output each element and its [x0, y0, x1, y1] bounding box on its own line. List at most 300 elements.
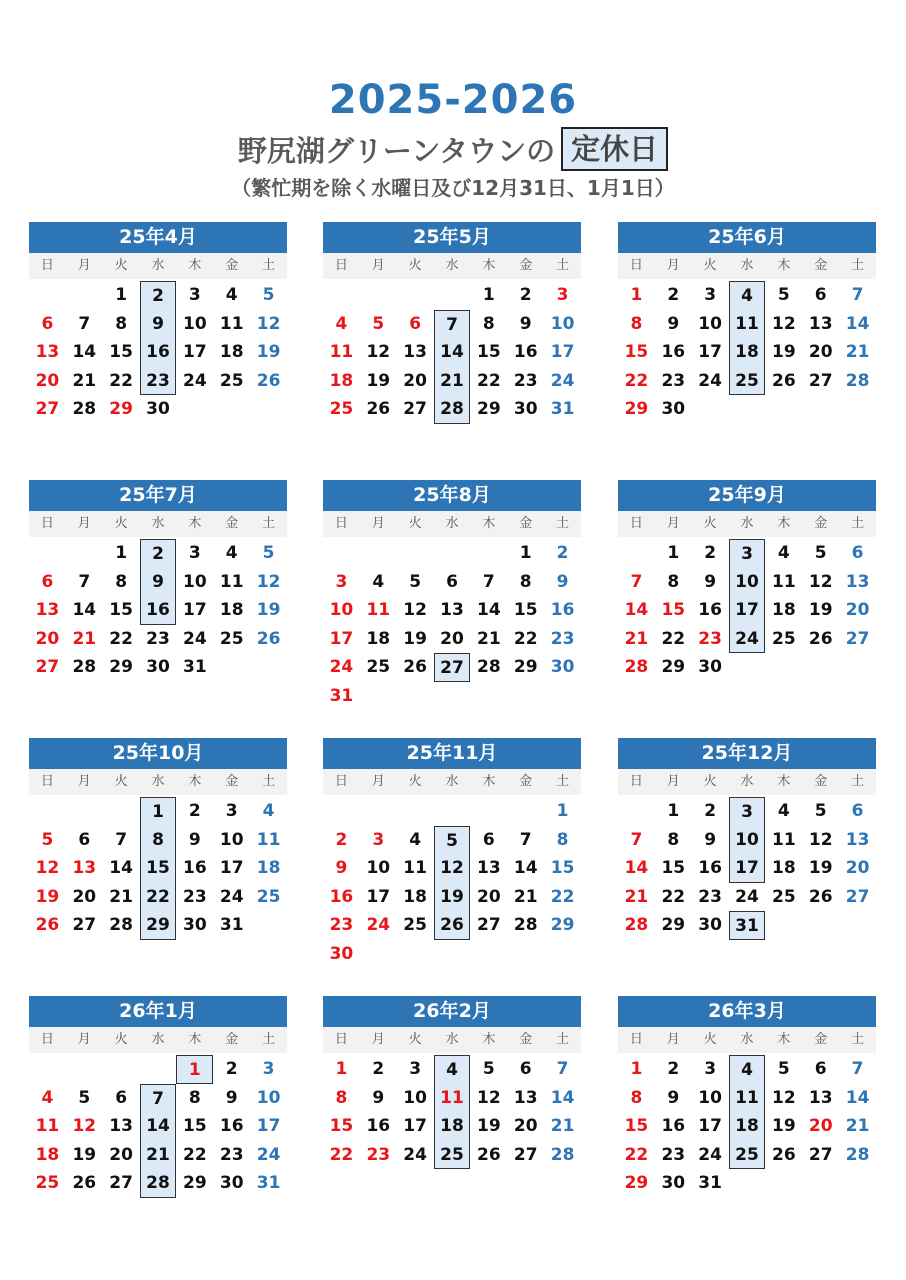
day-cell: 20	[72, 886, 97, 907]
day-cell: 1	[115, 285, 128, 305]
month-calendar	[29, 738, 287, 940]
day-cell: 30	[698, 915, 722, 936]
day-cell: 27	[808, 370, 833, 391]
day-cell: 9	[188, 829, 201, 850]
day-cell: 10	[219, 829, 244, 850]
weekday-label: 土	[262, 1032, 276, 1047]
empty-cell	[29, 281, 66, 310]
day-cell: 6	[851, 801, 864, 821]
empty-cell	[507, 797, 544, 826]
day-cell: 5	[262, 543, 275, 563]
day-cell: 1	[667, 543, 680, 563]
day-cell: 26	[403, 657, 427, 678]
day-cell: 26	[772, 1144, 796, 1165]
year-range-title: 2025-2026	[328, 77, 578, 123]
day-cell: 3	[188, 543, 201, 563]
day-cell: 5	[262, 285, 275, 305]
day-cell: 10	[183, 571, 207, 592]
empty-cell	[323, 797, 360, 826]
weekday-header-row	[618, 1027, 876, 1053]
day-cell: 4	[225, 543, 238, 563]
day-cell: 6	[814, 285, 827, 305]
day-cell: 24	[256, 1144, 281, 1165]
weekday-label: 水	[445, 1032, 459, 1047]
day-cell: 19	[72, 1144, 97, 1165]
day-cell: 20	[845, 858, 870, 879]
weekday-header-row	[618, 253, 876, 279]
closed-day-cell: 3	[729, 797, 766, 826]
weekday-label: 土	[851, 1032, 865, 1047]
day-cell: 8	[519, 571, 532, 592]
day-cell: 10	[403, 1087, 427, 1108]
weekday-label: 日	[40, 258, 54, 273]
day-cell: 21	[72, 370, 97, 391]
day-cell: 18	[219, 342, 244, 363]
day-cell: 30	[183, 915, 207, 936]
day-cell: 29	[183, 1173, 207, 1194]
weekday-label: 水	[445, 516, 459, 531]
weekday-label: 土	[851, 774, 865, 789]
day-cell: 26	[256, 628, 281, 649]
day-cell: 16	[698, 600, 722, 621]
day-cell: 9	[519, 313, 532, 334]
month-calendar	[618, 222, 876, 424]
month-header: 26年3月	[618, 996, 876, 1027]
day-cell: 8	[630, 313, 643, 334]
month-calendar	[618, 738, 876, 940]
weekday-label: 金	[519, 258, 533, 273]
closed-day-cell: 24	[729, 625, 766, 654]
day-cell: 2	[225, 1059, 238, 1079]
empty-cell	[618, 797, 655, 826]
day-cell: 29	[513, 657, 538, 678]
empty-cell	[140, 1055, 177, 1084]
weekday-header-row	[323, 511, 581, 537]
day-cell: 7	[482, 571, 495, 592]
day-cell: 15	[624, 342, 649, 363]
closed-day-cell: 17	[729, 854, 766, 883]
day-cell: 6	[446, 571, 458, 592]
day-cell: 6	[814, 1059, 827, 1079]
day-cell: 3	[188, 285, 201, 305]
day-cell: 15	[513, 600, 538, 621]
weekday-label: 木	[482, 258, 496, 273]
day-cell: 13	[845, 571, 870, 592]
month-header: 26年2月	[323, 996, 581, 1027]
weekday-label: 月	[77, 1032, 91, 1047]
day-cell: 18	[366, 628, 391, 649]
weekday-label: 月	[371, 516, 385, 531]
day-cell: 27	[845, 886, 870, 907]
day-cell: 28	[624, 657, 649, 678]
day-cell: 31	[183, 657, 207, 678]
day-cell: 24	[219, 886, 244, 907]
day-cell: 17	[256, 1116, 281, 1137]
day-cell: 8	[335, 1087, 348, 1108]
day-cell: 3	[225, 801, 238, 821]
day-cell: 13	[513, 1087, 538, 1108]
closed-day-cell: 12	[434, 854, 471, 883]
empty-cell	[323, 539, 360, 568]
day-cell: 2	[335, 829, 348, 850]
day-cell: 14	[477, 600, 501, 621]
closed-day-cell: 9	[140, 310, 177, 339]
day-cell: 14	[624, 600, 649, 621]
weekday-label: 土	[262, 516, 276, 531]
closed-day-cell: 17	[729, 596, 766, 625]
day-cell: 9	[667, 1087, 680, 1108]
day-grid	[618, 797, 876, 940]
day-cell: 26	[772, 370, 796, 391]
day-cell: 24	[403, 1144, 427, 1165]
weekday-label: 金	[814, 258, 828, 273]
empty-cell	[360, 281, 397, 310]
weekday-label: 金	[814, 516, 828, 531]
day-cell: 16	[329, 886, 354, 907]
empty-cell	[470, 539, 507, 568]
day-cell: 15	[624, 1116, 649, 1137]
day-cell: 29	[109, 657, 133, 678]
day-cell: 1	[482, 285, 495, 305]
weekday-label: 金	[225, 774, 239, 789]
day-cell: 1	[630, 285, 643, 305]
day-cell: 19	[403, 628, 427, 649]
weekday-label: 土	[556, 258, 570, 273]
weekday-label: 金	[519, 1032, 533, 1047]
day-cell: 16	[661, 342, 686, 363]
day-cell: 2	[704, 801, 717, 821]
day-cell: 26	[477, 1144, 501, 1165]
weekday-label: 月	[371, 1032, 385, 1047]
weekday-label: 月	[77, 258, 91, 273]
day-cell: 1	[115, 543, 128, 563]
day-cell: 23	[219, 1144, 244, 1165]
day-cell: 9	[335, 858, 348, 879]
day-cell: 8	[115, 571, 128, 592]
empty-cell	[470, 797, 507, 826]
day-cell: 14	[72, 600, 97, 621]
day-cell: 30	[698, 657, 722, 678]
weekday-label: 土	[556, 1032, 570, 1047]
day-cell: 8	[482, 313, 495, 334]
day-cell: 22	[661, 628, 686, 649]
month-header: 26年1月	[29, 996, 287, 1027]
day-cell: 2	[667, 1059, 680, 1079]
closed-day-cell: 9	[140, 568, 177, 597]
day-cell: 1	[630, 1059, 643, 1079]
day-cell: 14	[109, 858, 133, 879]
empty-cell	[103, 1055, 140, 1084]
day-cell: 2	[188, 801, 201, 821]
weekday-label: 金	[519, 516, 533, 531]
empty-cell	[66, 539, 103, 568]
day-cell: 14	[513, 858, 538, 879]
day-cell: 24	[735, 886, 759, 907]
day-cell: 5	[372, 313, 385, 334]
day-cell: 22	[624, 1144, 649, 1165]
weekday-label: 月	[77, 516, 91, 531]
day-cell: 24	[550, 370, 575, 391]
day-cell: 10	[366, 858, 391, 879]
weekday-label: 木	[777, 1032, 791, 1047]
month-calendar	[618, 480, 876, 682]
day-cell: 20	[403, 370, 427, 391]
day-cell: 13	[35, 342, 60, 363]
day-cell: 11	[366, 600, 391, 621]
day-cell: 20	[845, 600, 870, 621]
weekday-label: 木	[482, 516, 496, 531]
day-cell: 30	[219, 1173, 244, 1194]
day-cell: 2	[667, 285, 680, 305]
day-cell: 9	[667, 313, 680, 334]
day-cell: 8	[667, 829, 680, 850]
day-cell: 31	[698, 1173, 722, 1194]
day-cell: 12	[72, 1116, 97, 1137]
day-cell: 3	[704, 285, 717, 305]
closed-day-cell: 14	[434, 338, 471, 367]
empty-cell	[397, 281, 434, 310]
month-calendar	[323, 738, 581, 969]
closed-day-cell: 26	[434, 911, 471, 940]
day-grid	[29, 539, 287, 682]
day-cell: 26	[366, 399, 391, 420]
month-header: 25年11月	[323, 738, 581, 769]
weekday-label: 金	[225, 516, 239, 531]
day-cell: 21	[624, 886, 649, 907]
day-cell: 6	[851, 543, 864, 563]
month-header: 25年10月	[29, 738, 287, 769]
day-cell: 4	[409, 829, 422, 850]
day-cell: 22	[329, 1144, 354, 1165]
day-cell: 30	[661, 1173, 686, 1194]
closed-day-cell: 21	[140, 1141, 177, 1170]
day-cell: 22	[477, 370, 501, 391]
weekday-label: 水	[151, 516, 165, 531]
day-cell: 2	[519, 285, 532, 305]
day-cell: 24	[698, 1144, 722, 1165]
day-cell: 4	[777, 543, 790, 563]
month-calendar	[618, 996, 876, 1198]
day-cell: 22	[624, 370, 649, 391]
weekday-label: 日	[40, 1032, 54, 1047]
weekday-header-row	[323, 1027, 581, 1053]
day-cell: 22	[513, 628, 538, 649]
month-header: 25年5月	[323, 222, 581, 253]
day-cell: 1	[556, 801, 569, 821]
closed-day-cell: 10	[729, 568, 766, 597]
weekday-header-row	[323, 253, 581, 279]
weekday-label: 火	[703, 258, 717, 273]
day-cell: 1	[519, 543, 532, 563]
empty-cell	[29, 539, 66, 568]
day-cell: 6	[519, 1059, 532, 1079]
day-cell: 28	[72, 399, 97, 420]
day-cell: 27	[403, 399, 427, 420]
day-cell: 12	[366, 342, 391, 363]
day-cell: 5	[41, 829, 54, 850]
day-cell: 19	[477, 1116, 501, 1137]
weekday-label: 火	[703, 774, 717, 789]
closed-day-cell: 11	[434, 1084, 471, 1113]
day-cell: 8	[115, 313, 128, 334]
day-cell: 20	[477, 886, 501, 907]
day-cell: 20	[109, 1144, 133, 1165]
closed-day-cell: 28	[434, 395, 471, 424]
weekday-label: 日	[629, 774, 643, 789]
closed-day-cell: 22	[140, 883, 177, 912]
day-cell: 18	[772, 858, 796, 879]
empty-cell	[360, 797, 397, 826]
day-cell: 7	[630, 571, 643, 592]
closed-day-cell: 11	[729, 310, 766, 339]
closed-day-cell: 10	[729, 826, 766, 855]
day-cell: 30	[146, 399, 170, 420]
empty-cell	[618, 539, 655, 568]
weekday-label: 火	[703, 516, 717, 531]
day-cell: 5	[814, 543, 827, 563]
weekday-label: 火	[114, 1032, 128, 1047]
empty-cell	[397, 797, 434, 826]
day-cell: 7	[630, 829, 643, 850]
weekday-label: 水	[740, 774, 754, 789]
day-cell: 5	[777, 1059, 790, 1079]
day-cell: 20	[35, 370, 60, 391]
month-calendar	[323, 222, 581, 424]
day-cell: 11	[219, 313, 244, 334]
day-cell: 12	[256, 571, 281, 592]
day-cell: 5	[78, 1087, 91, 1108]
day-cell: 19	[256, 342, 281, 363]
day-cell: 31	[329, 685, 354, 706]
day-cell: 17	[329, 628, 354, 649]
day-cell: 28	[845, 370, 870, 391]
day-cell: 13	[440, 600, 464, 621]
day-cell: 15	[329, 1116, 354, 1137]
day-cell: 12	[35, 858, 60, 879]
day-cell: 7	[851, 1059, 864, 1079]
day-cell: 7	[519, 829, 532, 850]
weekday-label: 金	[519, 774, 533, 789]
closed-day-cell: 4	[434, 1055, 471, 1084]
empty-cell	[29, 1055, 66, 1084]
day-cell: 1	[667, 801, 680, 821]
day-cell: 21	[513, 886, 538, 907]
page-header	[0, 76, 906, 202]
weekday-label: 日	[629, 258, 643, 273]
day-cell: 13	[477, 858, 501, 879]
day-cell: 18	[772, 600, 796, 621]
day-cell: 21	[109, 886, 133, 907]
weekday-label: 月	[666, 1032, 680, 1047]
day-cell: 9	[704, 829, 717, 850]
day-cell: 26	[72, 1173, 97, 1194]
weekday-label: 月	[371, 774, 385, 789]
day-cell: 11	[35, 1116, 60, 1137]
day-cell: 6	[41, 571, 54, 592]
day-cell: 11	[256, 829, 281, 850]
day-cell: 12	[808, 829, 833, 850]
day-cell: 30	[550, 657, 575, 678]
day-cell: 19	[256, 600, 281, 621]
weekday-label: 日	[629, 1032, 643, 1047]
day-cell: 21	[477, 628, 501, 649]
day-cell: 19	[35, 886, 60, 907]
weekday-label: 木	[777, 774, 791, 789]
closed-day-cell: 4	[729, 1055, 766, 1084]
closed-day-cell: 7	[434, 310, 471, 339]
weekday-label: 火	[114, 516, 128, 531]
empty-cell	[397, 539, 434, 568]
day-cell: 23	[550, 628, 575, 649]
day-cell: 19	[808, 858, 833, 879]
day-cell: 25	[256, 886, 281, 907]
day-cell: 18	[256, 858, 281, 879]
day-cell: 6	[482, 829, 495, 850]
empty-cell	[66, 797, 103, 826]
day-cell: 27	[513, 1144, 538, 1165]
day-cell: 8	[188, 1087, 201, 1108]
day-cell: 26	[808, 886, 833, 907]
calendar-title	[0, 126, 906, 172]
day-cell: 26	[808, 628, 833, 649]
day-cell: 16	[661, 1116, 686, 1137]
day-cell: 27	[477, 915, 501, 936]
day-cell: 25	[772, 886, 796, 907]
day-cell: 25	[219, 628, 244, 649]
day-cell: 18	[403, 886, 427, 907]
month-header: 25年8月	[323, 480, 581, 511]
weekday-header-row	[618, 511, 876, 537]
closed-day-cell: 31	[729, 911, 766, 940]
closed-day-cell: 27	[434, 653, 471, 682]
weekday-label: 月	[666, 516, 680, 531]
day-cell: 9	[372, 1087, 385, 1108]
day-cell: 15	[477, 342, 501, 363]
day-cell: 10	[698, 1087, 722, 1108]
day-cell: 12	[772, 1087, 796, 1108]
day-cell: 26	[35, 915, 60, 936]
weekday-label: 水	[151, 774, 165, 789]
day-cell: 12	[256, 313, 281, 334]
day-cell: 22	[109, 370, 133, 391]
day-cell: 23	[366, 1144, 391, 1165]
weekday-label: 日	[40, 516, 54, 531]
day-grid	[618, 539, 876, 682]
day-cell: 23	[698, 886, 722, 907]
weekday-label: 木	[188, 1032, 202, 1047]
day-cell: 7	[78, 571, 91, 592]
month-calendar	[29, 480, 287, 682]
weekday-label: 水	[151, 258, 165, 273]
weekday-label: 日	[40, 774, 54, 789]
day-cell: 28	[72, 657, 97, 678]
day-cell: 11	[403, 858, 427, 879]
day-cell: 21	[845, 342, 870, 363]
day-cell: 9	[556, 571, 569, 592]
day-cell: 3	[704, 1059, 717, 1079]
weekday-label: 金	[814, 774, 828, 789]
day-cell: 19	[366, 370, 391, 391]
day-cell: 17	[183, 342, 207, 363]
weekday-label: 日	[334, 1032, 348, 1047]
day-cell: 17	[403, 1116, 427, 1137]
day-cell: 10	[256, 1087, 281, 1108]
day-cell: 21	[624, 628, 649, 649]
day-cell: 23	[698, 628, 722, 649]
day-cell: 26	[256, 370, 281, 391]
day-cell: 11	[219, 571, 244, 592]
day-cell: 23	[513, 370, 538, 391]
